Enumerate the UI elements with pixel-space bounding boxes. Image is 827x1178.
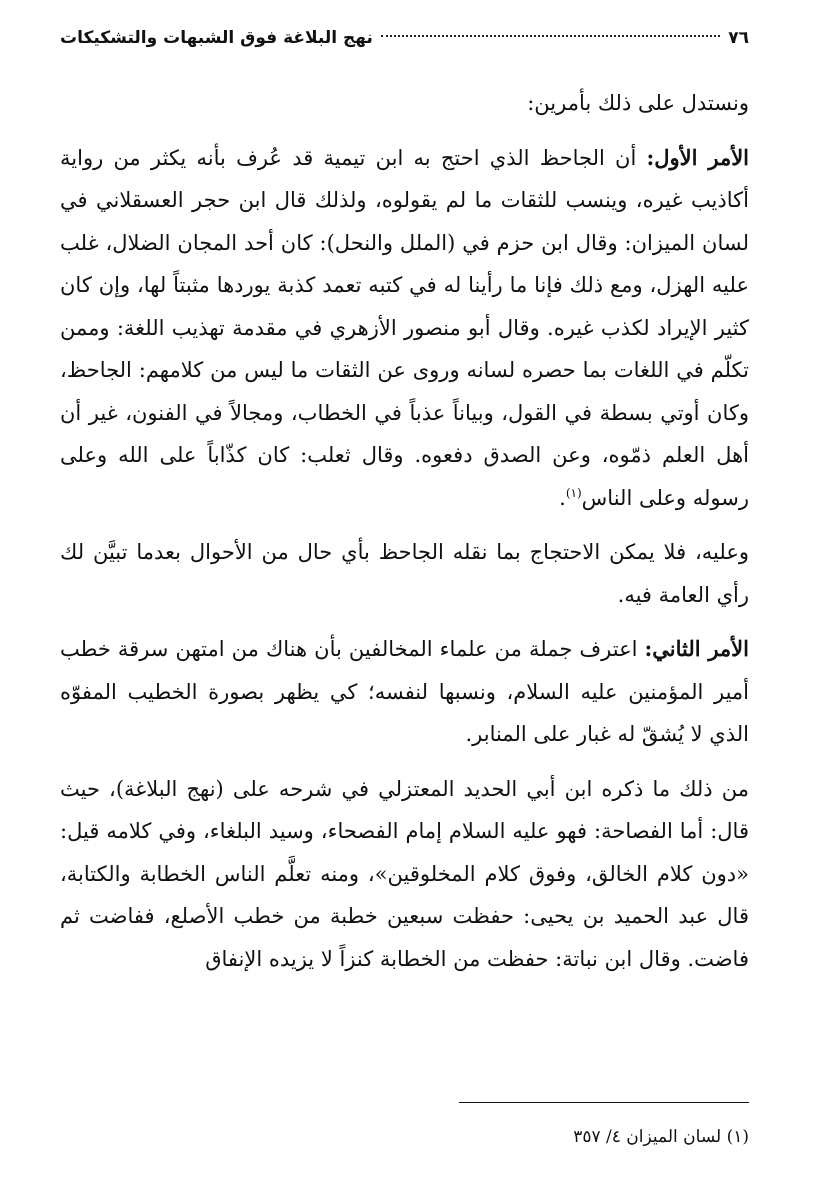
running-header — [60, 24, 749, 52]
second-point-paragraph — [60, 628, 749, 756]
body-text — [60, 82, 749, 980]
intro-paragraph: ونستدل على ذلك بأمرين: — [527, 91, 749, 115]
page-number: ٧٦ — [728, 28, 749, 48]
first-point-paragraph — [60, 137, 749, 520]
header-dot-leader — [381, 35, 720, 37]
conclusion-paragraph: وعليه، فلا يمكن الاحتجاج بما نقله الجاحظ بأي حال من الأحوال بعدما تبيَّن لك رأي العامة فيه. — [60, 540, 749, 607]
first-point-heading: الأمر الأول: — [646, 144, 750, 170]
first-point-text: أن الجاحظ الذي احتج به ابن تيمية قد عُرف بأنه يكثر من رواية أكاذيب غيره، وينسب للثقات ما لم يقولوه، ولذلك قال ابن حجر العسقلاني في لسان الميزان: وقال ابن حزم في (الملل والنحل): كان أحد المجان الضلال، غلب عليه الهزل، ومع ذلك فإنا ما رأينا له في كتبه تعمد كذبة يوردها مثبتاً لها، وإن كان كثير الإيراد لكذب غيره. وقال أبو منصور الأزهري في مقدمة تهذيب اللغة: وممن تكلّم في اللغات بما حصره لسانه وروى عن الثقات ما ليس من كلامهم: الجاحظ، وكان أوتي بسطة في القول، وبياناً عذباً في الخطاب، ومجالاً في الفنون، غير أن أهل العلم ذمّوه، وعن الصدق دفعوه. وقال ثعلب: كان كذّاباً على الله وعلى رسوله وعلى الناس — [60, 145, 749, 510]
example-paragraph: من ذلك ما ذكره ابن أبي الحديد المعتزلي في شرحه على (نهج البلاغة)، حيث قال: أما الفصاحة: فهو عليه السلام إمام الفصحاء، وسيد البلغاء، وفي كلامه قيل: «دون كلام الخالق، وفوق كلام المخلوقين»، ومنه تعلَّم الناس الخطابة والكتابة، قال عبد الحميد بن يحيى: حفظت سبعين خطبة من خطب الأصلع، ففاضت ثم فاضت. وقال ابن نباتة: حفظت من الخطابة كنزاً لا يزيده الإنفاق — [60, 776, 749, 971]
first-point-end: . — [559, 485, 566, 510]
book-title: نهج البلاغة فوق الشبهات والتشكيكات — [60, 28, 373, 48]
second-point-text: اعترف جملة من علماء المخالفين بأن هناك من امتهن سرقة خطب أمير المؤمنين عليه السلام، ونسبها لنفسه؛ كي يظهر بصورة الخطيب المفوّه الذي لا يُشقّ له غبار على المنابر. — [60, 637, 749, 746]
second-point-heading: الأمر الثاني: — [644, 636, 749, 661]
book-page — [60, 24, 749, 1178]
footnote: (١) لسان الميزان ٤/ ٣٥٧ — [573, 1127, 749, 1147]
footnote-reference: (١) — [565, 485, 582, 500]
footnote-separator — [459, 1102, 749, 1103]
